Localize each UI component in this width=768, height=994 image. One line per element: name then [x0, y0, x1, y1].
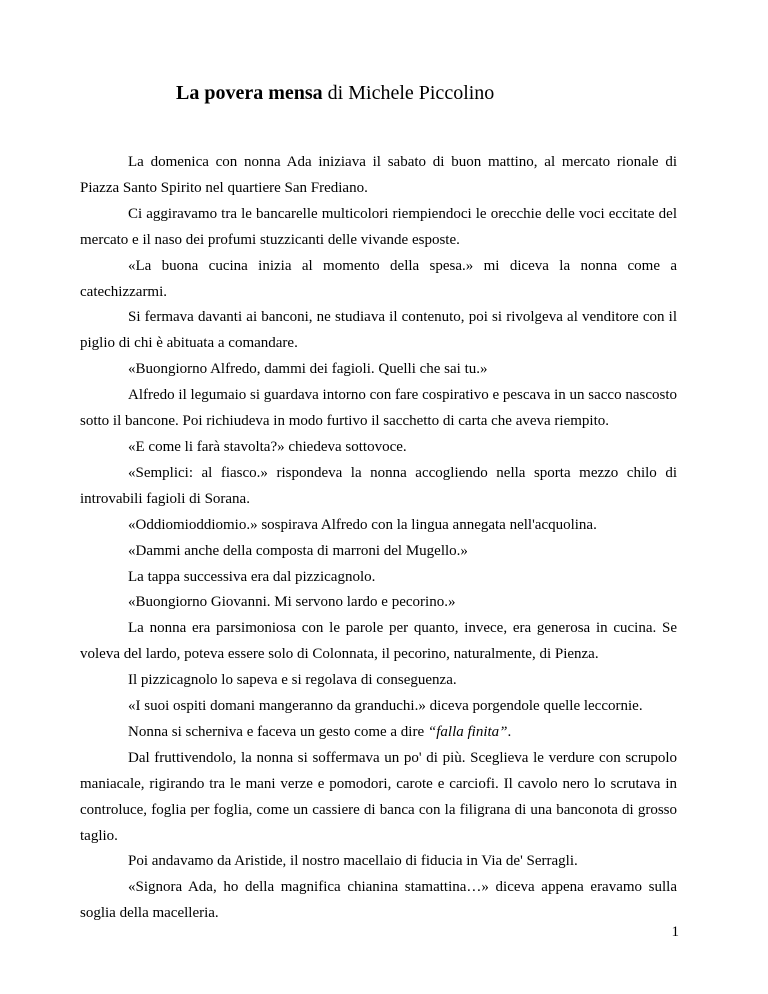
paragraph-6: Alfredo il legumaio si guardava intorno con fare cospirativo e pescava in un sacco nascosto sotto il bancone. Poi richiudeva in modo furtivo il sacchetto di carta che aveva riempito.: [80, 387, 677, 430]
paragraph-17: Dal fruttivendolo, la nonna si soffermava un po' di più. Sceglieva le verdure con scrupolo maniacale, rigirando tra le mani verze e pomodori, carote e carciofi. Il cavolo nero lo scrutava in controluce, foglia per foglia, come un cassiere di banca con la filigrana di una banconota di grosso taglio.: [80, 749, 677, 844]
paragraph-11: La tappa successiva era dal pizzicagnolo.: [128, 568, 376, 585]
paragraph-8: «Semplici: al fiasco.» rispondeva la nonna accogliendo nella sporta mezzo chilo di introvabili fagioli di Sorana.: [80, 464, 677, 507]
paragraph-15: «I suoi ospiti domani mangeranno da granduchi.» diceva porgendole quelle leccornie.: [128, 698, 643, 715]
page-title: [176, 80, 494, 106]
paragraph-12: «Buongiorno Giovanni. Mi servono lardo e pecorino.»: [128, 594, 456, 611]
paragraph-16-after: .: [507, 723, 512, 740]
paragraph-19: «Signora Ada, ho della magnifica chianina stamattina…» diceva appena eravamo sulla soglia della macelleria.: [80, 879, 677, 922]
paragraph-1: La domenica con nonna Ada iniziava il sabato di buon mattino, al mercato rionale di Piazza Santo Spirito nel quartiere San Frediano.: [80, 154, 677, 196]
story-body: [80, 150, 677, 927]
story-title: La povera mensa: [176, 82, 323, 104]
author-byline: di Michele Piccolino: [327, 82, 495, 104]
paragraph-16-before: Nonna si scherniva e faceva un gesto come a dire: [128, 723, 428, 740]
paragraph-5: «Buongiorno Alfredo, dammi dei fagioli. Quelli che sai tu.»: [128, 361, 488, 378]
paragraph-14: Il pizzicagnolo lo sapeva e si regolava di conseguenza.: [128, 672, 457, 689]
paragraph-18: Poi andavamo da Aristide, il nostro macellaio di fiducia in Via de' Serragli.: [128, 853, 578, 870]
paragraph-7: «E come li farà stavolta?» chiedeva sottovoce.: [128, 438, 407, 455]
paragraph-13: La nonna era parsimoniosa con le parole per quanto, invece, era generosa in cucina. Se voleva del lardo, poteva essere solo di Colonnata, il pecorino, naturalmente, di Pienza.: [80, 620, 677, 663]
paragraph-10: «Dammi anche della composta di marroni del Mugello.»: [128, 542, 468, 559]
page-number: 1: [671, 924, 679, 940]
paragraph-3: «La buona cucina inizia al momento della spesa.» mi diceva la nonna come a catechizzarmi.: [80, 257, 677, 300]
paragraph-9: «Oddiomioddiomio.» sospirava Alfredo con la lingua annegata nell'acquolina.: [128, 516, 597, 533]
paragraph-16-italic: “falla finita”: [427, 723, 508, 740]
paragraph-4: Si fermava davanti ai banconi, ne studiava il contenuto, poi si rivolgeva al venditore con il piglio di chi è abituata a comandare.: [80, 309, 677, 352]
paragraph-2: Ci aggiravamo tra le bancarelle multicolori riempiendoci le orecchie delle voci eccitate del mercato e il naso dei profumi stuzzicanti delle vivande esposte.: [80, 205, 677, 248]
paragraph-16: [80, 720, 677, 746]
